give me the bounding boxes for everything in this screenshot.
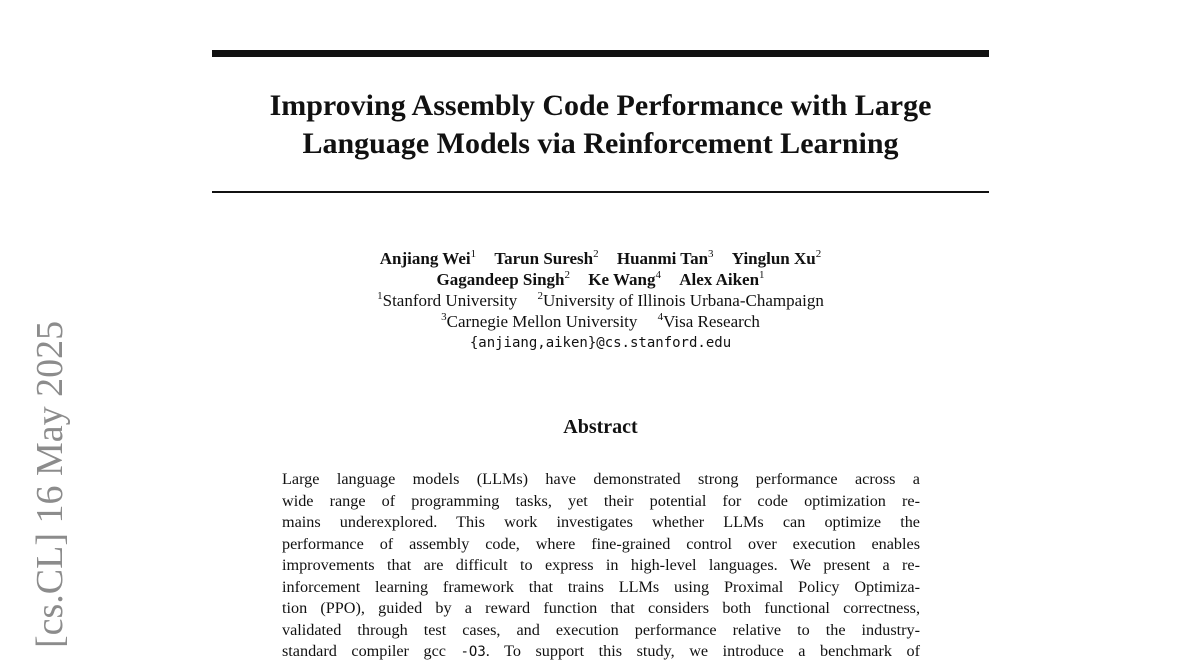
author-block (212, 248, 989, 354)
arxiv-side-stamp: [cs.CL] 16 May 2025 (29, 320, 71, 648)
author-row (212, 269, 989, 290)
affiliation-row (212, 290, 989, 311)
author: Alex Aiken$^1$ (679, 269, 765, 289)
abstract-line: tion (PPO), guided by a reward function that considers both functional correctness, (282, 599, 920, 617)
abstract-line: validated through test cases, and execution performance relative to the industry- (282, 620, 920, 639)
affiliation: $^1$Stanford University (377, 290, 518, 310)
author: Tarun Suresh$^2$ (494, 248, 599, 268)
affiliation: $^4$Visa Research (657, 311, 760, 331)
author: Huanmi Tan$^3$ (616, 248, 714, 268)
author: Ke Wang$^4$ (588, 269, 661, 289)
abstract-heading: Abstract (563, 416, 638, 438)
author: Anjiang Wei$^1$ (379, 248, 477, 268)
affiliation: $^3$Carnegie Mellon University (441, 311, 638, 331)
abstract-line: improvements that are difficult to express in high-level languages. We present a re- (282, 556, 920, 574)
affiliation: $^2$University of Illinois Urbana-Champaign (537, 290, 824, 310)
author: Yinglun Xu$^2$ (731, 248, 822, 268)
author-row (212, 248, 989, 269)
paper-title (212, 87, 989, 163)
contact-email: {anjiang,aiken}@cs.stanford.edu (469, 335, 732, 351)
title-bottom-rule (212, 191, 989, 193)
abstract-line: wide range of programming tasks, yet their potential for code optimization re- (282, 491, 920, 510)
abstract-body (282, 469, 920, 664)
compiler-flag-code: -O3 (460, 644, 486, 660)
abstract-line: performance of assembly code, where fine-grained control over execution enables (282, 534, 920, 553)
author: Gagandeep Singh$^2$ (436, 269, 570, 289)
affiliation-row (212, 311, 989, 332)
title-line: Improving Assembly Code Performance with Large (269, 89, 932, 122)
title-line: Language Models via Reinforcement Learning (302, 127, 899, 160)
abstract-line-partial: standard compiler gcc -O3. To support this study, we introduce a benchmark of (282, 642, 920, 660)
title-top-rule (212, 50, 989, 57)
abstract-line: Large language models (LLMs) have demonstrated strong performance across a (282, 470, 920, 488)
abstract-line: inforcement learning framework that trains LLMs using Proximal Policy Optimiza- (282, 577, 920, 596)
abstract-line: mains underexplored. This work investigates whether LLMs can optimize the (282, 513, 920, 531)
